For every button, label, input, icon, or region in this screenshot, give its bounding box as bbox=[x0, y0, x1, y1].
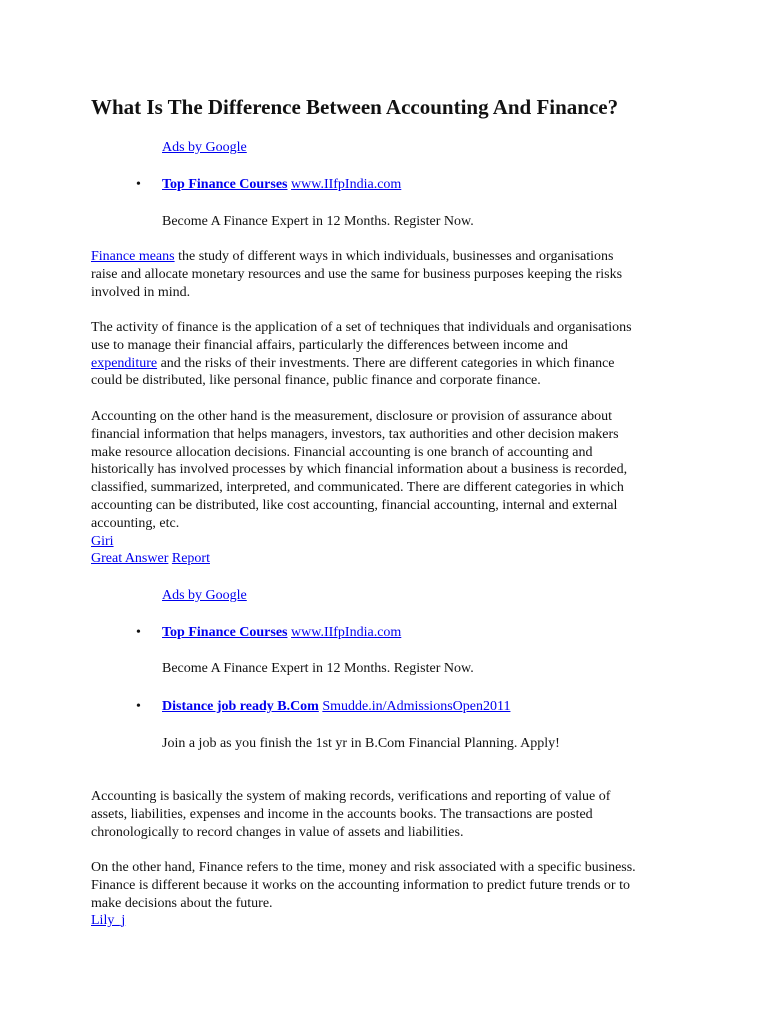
ad-item bbox=[136, 176, 402, 194]
ad-title-link[interactable]: Distance job ready B.Com bbox=[162, 699, 319, 714]
author-link[interactable]: Giri bbox=[91, 533, 114, 549]
bullet-icon: • bbox=[136, 699, 141, 714]
finance-means-link[interactable]: Finance means bbox=[91, 249, 175, 264]
bullet-icon: • bbox=[136, 625, 141, 640]
answer-paragraph: On the other hand, Finance refers to the time, money and risk associated with a specific business. Finance is different because it works on the accounting information to predict future trends or to make decisions about the future. Lily_j bbox=[91, 860, 636, 929]
answer-paragraph: The activity of finance is the application of a set of techniques that individuals and organisations use to manage their financial affairs, particularly the differences between income and expenditure and the risks of their investments. There are different categories in which finance could be distributed, like personal finance, public finance and corporate finance. bbox=[91, 320, 632, 389]
ad-url-link[interactable]: www.IIfpIndia.com bbox=[291, 625, 402, 640]
ad-description: Become A Finance Expert in 12 Months. Register Now. bbox=[162, 661, 474, 676]
author-link[interactable]: Lily_j bbox=[91, 913, 126, 929]
ad-url-link[interactable]: www.IIfpIndia.com bbox=[291, 177, 402, 192]
bullet-icon: • bbox=[136, 177, 141, 192]
ad-item bbox=[136, 624, 402, 642]
page-title: What Is The Difference Between Accounting And Finance? bbox=[91, 95, 619, 119]
report-link[interactable]: Report bbox=[171, 551, 210, 567]
ad-description: Join a job as you finish the 1st yr in B.Com Financial Planning. Apply! bbox=[162, 736, 560, 751]
ad-item bbox=[136, 698, 511, 716]
ads-by-google-link[interactable]: Ads by Google bbox=[162, 140, 247, 155]
great-answer-link[interactable]: Great Answer bbox=[91, 551, 169, 567]
ad-title-link[interactable]: Top Finance Courses bbox=[162, 625, 288, 640]
answer-paragraph: Finance means the study of different ways in which individuals, businesses and organisations raise and allocate monetary resources and use the same for business purposes keeping the risks involved in mind. bbox=[91, 249, 623, 300]
ads-by-google-link[interactable]: Ads by Google bbox=[162, 588, 247, 603]
answer-paragraph: Accounting on the other hand is the measurement, disclosure or provision of assurance about financial information that helps managers, investors, tax authorities and other decision makers make resource allocation decisions. Financial accounting is one branch of accounting and historically has involved processes by which financial information about a business is recorded, classified, summarized, interpreted, and communicated. There are different categories in which accounting can be distributed, like cost accounting, financial accounting, internal and external accounting, etc. Giri Great Answer Report bbox=[91, 409, 628, 567]
ad-url-link[interactable]: Smudde.in/AdmissionsOpen2011 bbox=[322, 699, 511, 714]
expenditure-link[interactable]: expenditure bbox=[91, 355, 158, 371]
ad-description: Become A Finance Expert in 12 Months. Register Now. bbox=[162, 214, 474, 229]
ad-title-link[interactable]: Top Finance Courses bbox=[162, 177, 288, 192]
answer-paragraph: Accounting is basically the system of making records, verifications and reporting of value of assets, liabilities, expenses and income in the accounts books. The transactions are posted chronologically to record changes in value of assets and liabilities. bbox=[91, 789, 611, 840]
